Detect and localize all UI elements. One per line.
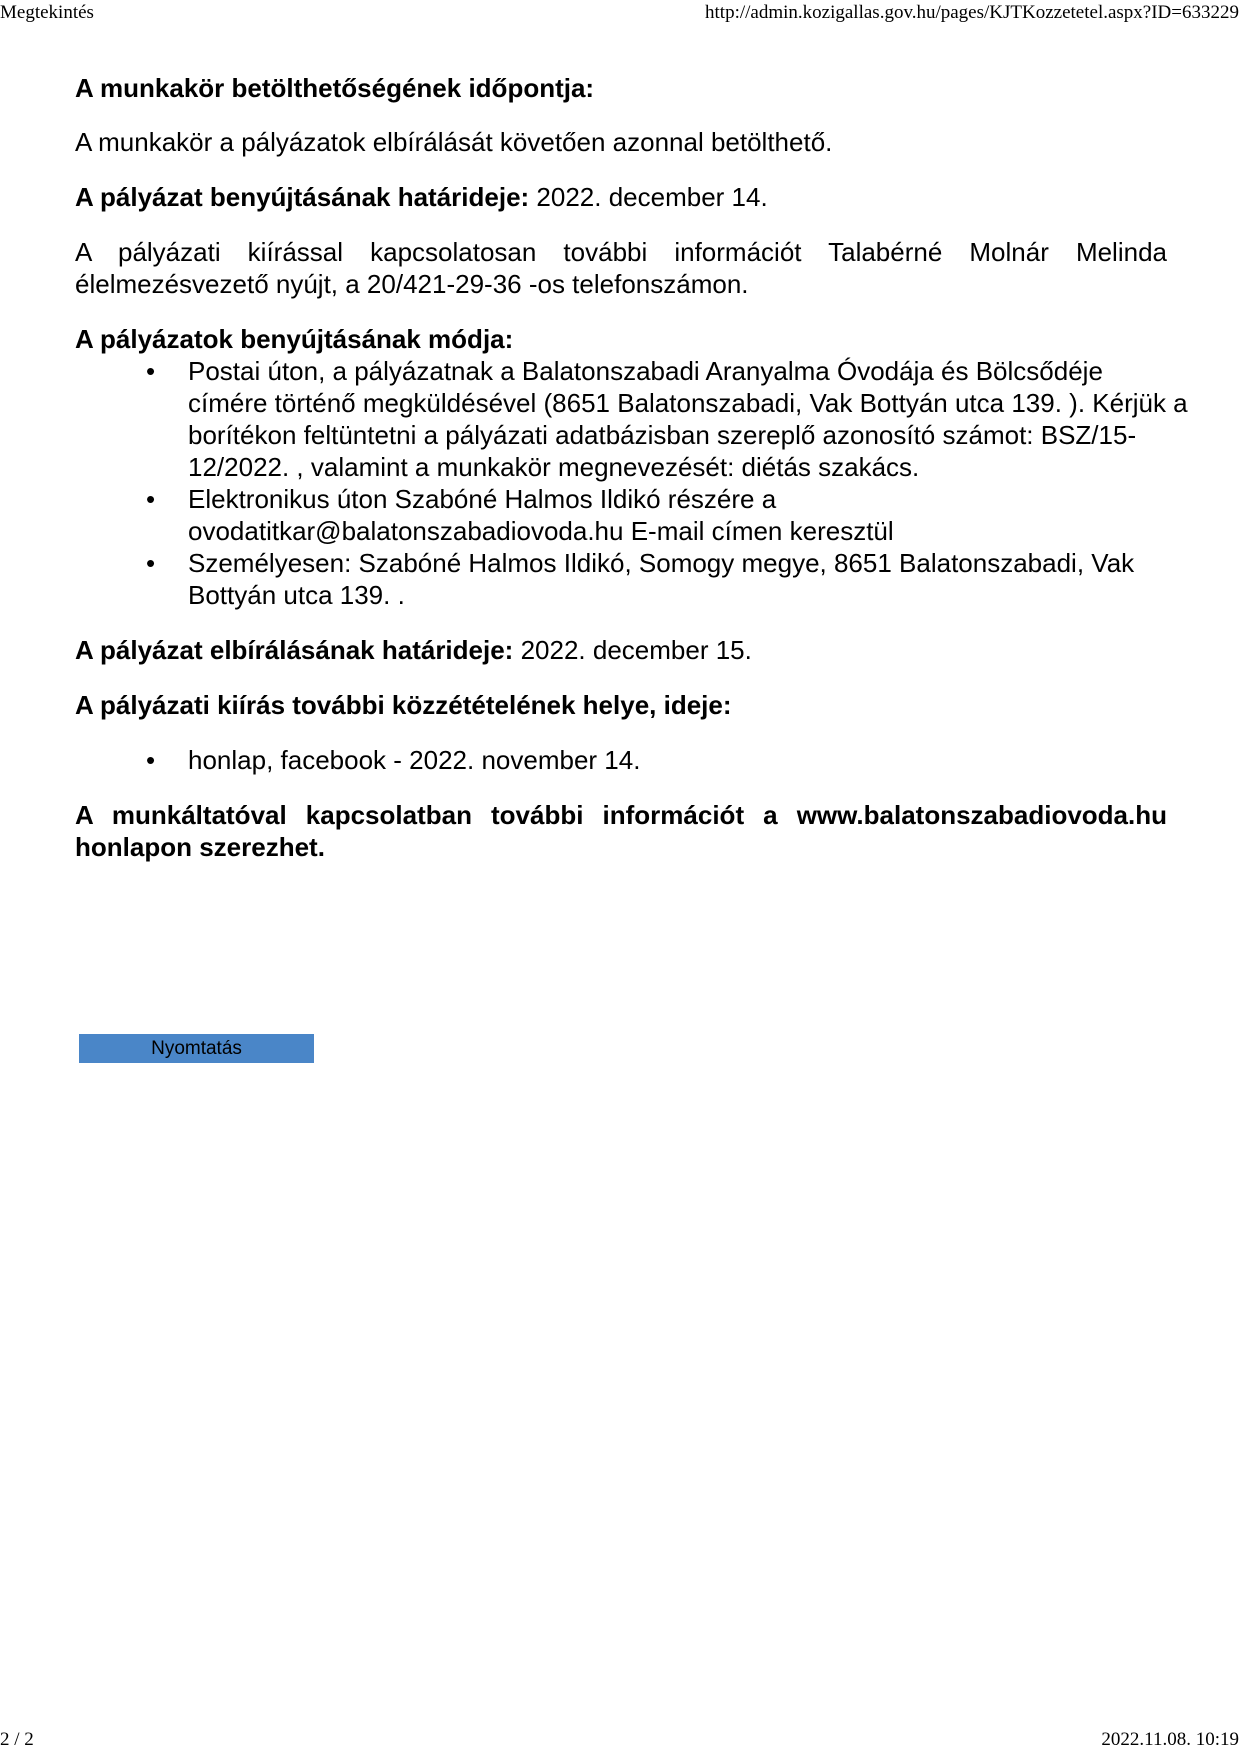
deadline-paragraph [75,181,1167,213]
print-button[interactable]: Nyomtatás [79,1034,314,1063]
submit-item-personal: Személyesen: Szabóné Halmos Ildikó, Somogy megye, 8651 Balatonszabadi, Vak Bottyán utca 139. . [188,548,1135,610]
deadline-value: 2022. december 14. [529,182,768,212]
info-text: A pályázati kiírással kapcsolatosan további információt Talabérné Molnár Melinda élelmezésvezető nyújt, a 20/421-29-36 -os telefonszámon. [75,237,1167,299]
submit-methods-list [75,355,1188,611]
page-number: 2 / 2 [0,1729,34,1750]
print-header [0,0,1239,30]
publication-item: honlap, facebook - 2022. november 14. [188,745,641,775]
bullet-icon: • [146,548,156,578]
submit-item-postal: Postai úton, a pályázatnak a Balatonszabadi Aranyalma Óvodája és Bölcsődéje címére történő megküldésével (8651 Balatonszabadi, Vak Bottyán utca 139. ). Kérjük a borítékon feltüntetni a pályázati adatbázisban szereplő azonosító számot: BSZ/15-12/2022. , valamint a munkakör megnevezését: diétás szakács. [188,356,1188,482]
list-item [146,547,1188,611]
print-timestamp: 2022.11.08. 10:19 [1101,1729,1239,1750]
print-header-url: http://admin.kozigallas.gov.hu/pages/KJTKozzetetel.aspx?ID=633229 [705,2,1239,23]
publication-heading: A pályázati kiírás további közzétételének helye, ideje: [75,690,732,720]
bullet-icon: • [146,484,156,514]
evaluation-label: A pályázat elbírálásának határideje: [75,635,514,665]
deadline-label: A pályázat benyújtásának határideje: [75,182,530,212]
print-footer [0,1727,1239,1754]
fill-time-heading: A munkakör betölthetőségének időpontja: [75,73,595,103]
employer-info: A munkáltatóval kapcsolatban további információt a www.balatonszabadiovoda.hu honlapon szerezhet. [75,800,1167,862]
document-content [75,72,1188,893]
publication-list [75,744,1167,776]
bullet-icon: • [146,745,156,775]
list-item [146,483,1188,547]
submit-item-electronic: Elektronikus úton Szabóné Halmos Ildikó részére a ovodatitkar@balatonszabadiovoda.hu E-mail címen keresztül [188,484,894,546]
list-item [146,744,1188,776]
submit-heading: A pályázatok benyújtásának módja: [75,324,514,354]
list-item [146,355,1188,483]
fill-time-text: A munkakör a pályázatok elbírálását követően azonnal betölthető. [75,127,833,157]
bullet-icon: • [146,356,156,386]
evaluation-paragraph [75,634,1167,666]
evaluation-value: 2022. december 15. [513,635,752,665]
print-header-title: Megtekintés [0,2,94,23]
